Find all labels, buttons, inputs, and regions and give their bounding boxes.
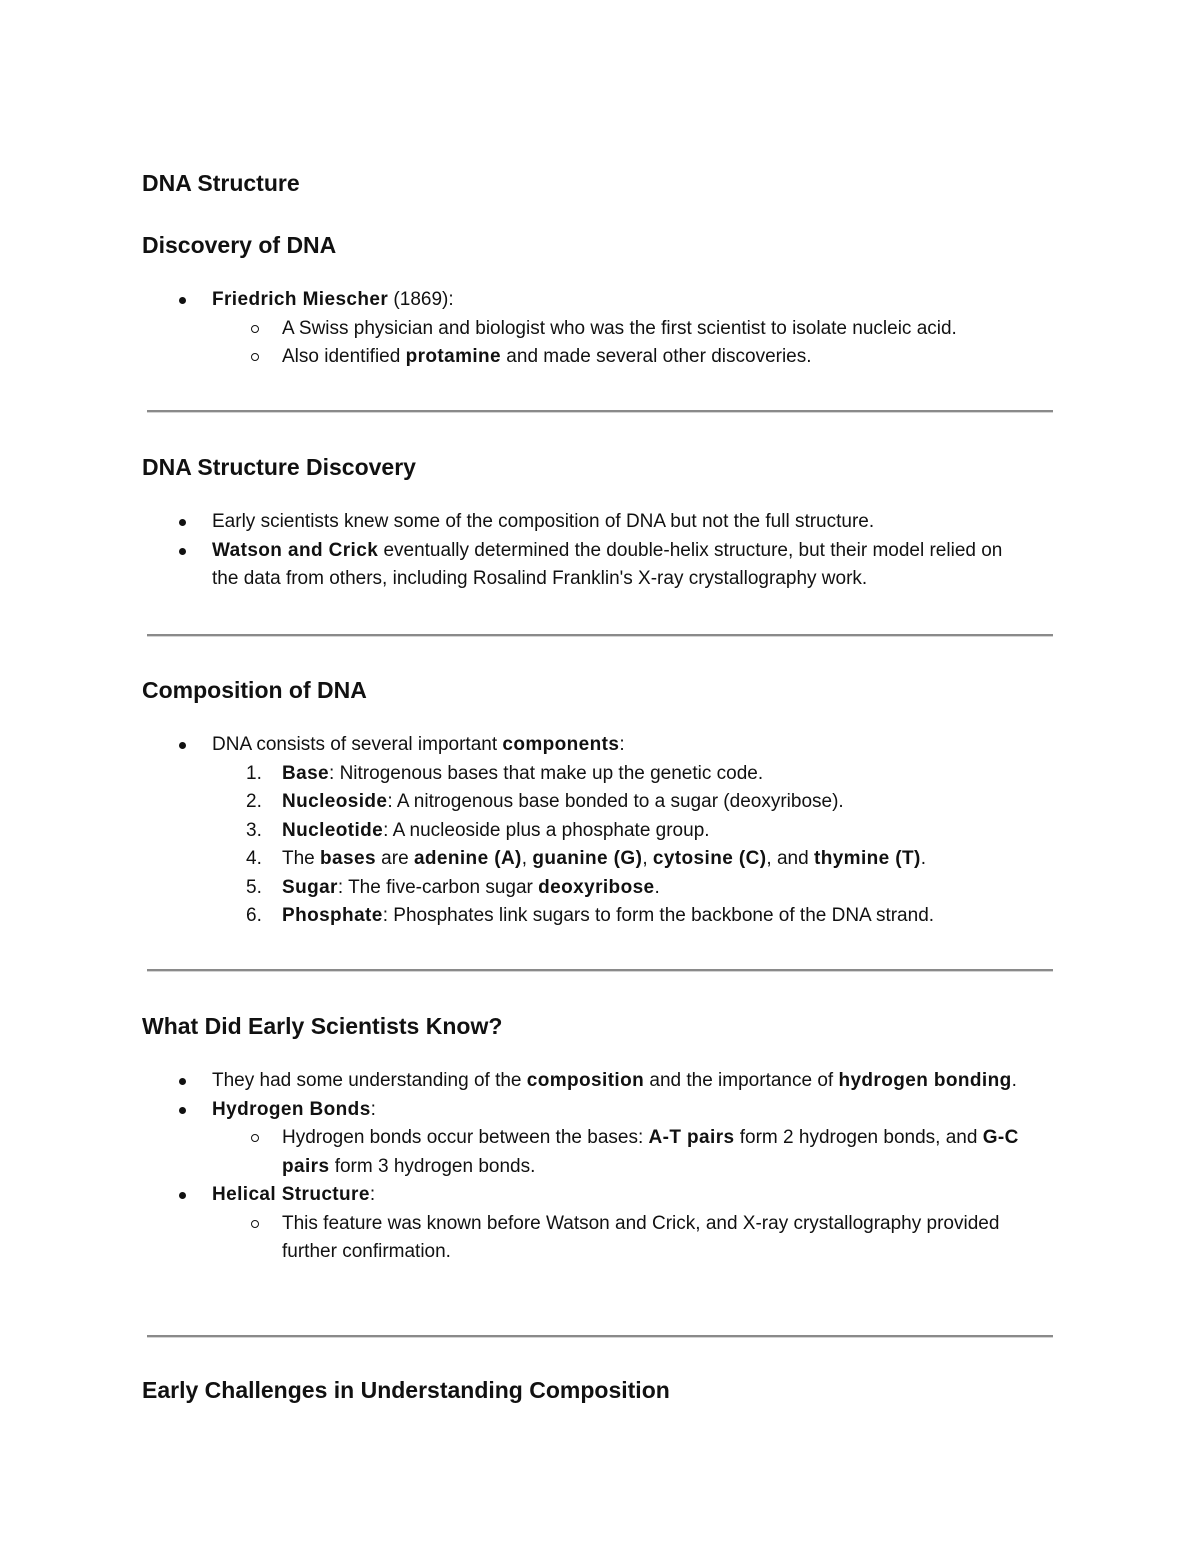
bullet-list bbox=[142, 1067, 1062, 1267]
section-challenges bbox=[142, 1375, 1062, 1405]
sub-list bbox=[212, 1210, 1062, 1267]
item-number: 5. bbox=[246, 876, 262, 898]
section-heading-early-knowledge: What Did Early Scientists Know? bbox=[142, 1013, 503, 1039]
list-item bbox=[142, 1096, 1062, 1182]
item-text: . bbox=[920, 848, 927, 869]
item-text: : The five-carbon sugar bbox=[337, 876, 539, 898]
section-heading-composition: Composition of DNA bbox=[142, 677, 367, 703]
sub-list-item bbox=[212, 1124, 1062, 1181]
item-text: : Phosphates link sugars to form the backbone of the DNA strand. bbox=[382, 905, 935, 926]
numbered-item bbox=[212, 874, 1062, 903]
circle-bullet-icon bbox=[251, 1220, 259, 1228]
sub-list bbox=[212, 1124, 1062, 1181]
item-text: are bbox=[375, 848, 414, 869]
miescher-name: Friedrich Miescher bbox=[212, 289, 389, 310]
sub-item-text: This feature was known before Watson and Crick, and X-ray crystallography provided further confirmation. bbox=[282, 1212, 1000, 1262]
sub-list-item bbox=[212, 1210, 1062, 1267]
item-text: : Nitrogenous bases that make up the genetic code. bbox=[329, 762, 764, 784]
term: A-T pairs bbox=[648, 1127, 735, 1148]
sub-list bbox=[212, 315, 1062, 372]
numbered-item bbox=[212, 817, 1062, 846]
bullet-icon bbox=[179, 297, 186, 304]
horizontal-divider bbox=[147, 1335, 1053, 1338]
section-heading-discovery: Discovery of DNA bbox=[142, 232, 337, 258]
sub-item-text: form 3 hydrogen bonds. bbox=[329, 1155, 536, 1177]
item-text: : bbox=[370, 1098, 376, 1120]
item-number: 6. bbox=[246, 905, 262, 926]
item-text: The bbox=[282, 848, 321, 869]
term: Base bbox=[282, 762, 330, 784]
bullet-list bbox=[142, 286, 1062, 372]
sub-item-text: and made several other discoveries. bbox=[501, 346, 812, 367]
term: Hydrogen Bonds bbox=[212, 1098, 371, 1120]
item-number: 3. bbox=[246, 819, 262, 841]
term: thymine (T) bbox=[813, 848, 921, 869]
sub-item-text: Hydrogen bonds occur between the bases: bbox=[282, 1127, 649, 1148]
bullet-list bbox=[142, 731, 1062, 931]
item-text: : bbox=[369, 1184, 376, 1205]
term: Phosphate bbox=[282, 905, 383, 926]
list-item bbox=[142, 731, 1062, 931]
section-structure-discovery bbox=[142, 452, 1062, 594]
term: Nucleoside bbox=[282, 791, 388, 812]
item-text: eventually determined the double-helix structure, but their model relied on the data from others, including Rosalind Franklin's X-ray crystallography work. bbox=[212, 539, 1003, 589]
term: composition bbox=[526, 1070, 645, 1091]
bullet-list bbox=[142, 508, 1062, 594]
miescher-year: (1869): bbox=[388, 289, 454, 310]
protamine-term: protamine bbox=[405, 346, 502, 367]
item-text: : bbox=[619, 734, 625, 755]
numbered-item bbox=[212, 788, 1062, 817]
term: guanine (G) bbox=[532, 848, 643, 869]
sub-list-item bbox=[212, 315, 1062, 344]
numbered-item bbox=[212, 845, 1062, 874]
bullet-icon bbox=[179, 519, 186, 526]
term: deoxyribose bbox=[538, 876, 655, 898]
list-item bbox=[142, 508, 1062, 537]
term: bases bbox=[320, 848, 376, 869]
term: adenine (A) bbox=[413, 848, 522, 869]
term: hydrogen bonding bbox=[838, 1070, 1012, 1091]
item-text: Early scientists knew some of the composition of DNA but not the full structure. bbox=[212, 511, 875, 532]
horizontal-divider bbox=[147, 969, 1053, 972]
numbered-item bbox=[212, 760, 1062, 789]
numbered-list bbox=[212, 760, 1062, 931]
item-number: 2. bbox=[246, 791, 262, 812]
item-number: 1. bbox=[246, 762, 262, 784]
list-item bbox=[142, 1067, 1062, 1096]
bullet-icon bbox=[179, 1107, 186, 1114]
section-discovery bbox=[142, 230, 1062, 372]
bullet-icon bbox=[179, 548, 186, 555]
item-text: , bbox=[642, 848, 653, 869]
list-item bbox=[142, 1181, 1062, 1267]
term: Nucleotide bbox=[282, 819, 384, 841]
sub-item-text: form 2 hydrogen bonds, and bbox=[734, 1127, 983, 1148]
list-item bbox=[142, 537, 1062, 594]
page-title: DNA Structure bbox=[142, 170, 300, 196]
sub-item-text: Also identified bbox=[282, 346, 406, 367]
sub-list-item bbox=[212, 343, 1062, 372]
list-item bbox=[142, 286, 1062, 372]
bullet-icon bbox=[179, 742, 186, 749]
circle-bullet-icon bbox=[251, 325, 259, 333]
item-text: , bbox=[521, 848, 533, 869]
numbered-item bbox=[212, 902, 1062, 931]
item-text: : A nitrogenous base bonded to a sugar (deoxyribose). bbox=[387, 791, 844, 812]
term: G-C pairs bbox=[282, 1127, 1019, 1177]
bullet-icon bbox=[179, 1078, 186, 1085]
term: Sugar bbox=[282, 876, 338, 898]
components-term: components bbox=[502, 734, 620, 755]
item-text: , and bbox=[766, 848, 814, 869]
horizontal-divider bbox=[147, 410, 1053, 413]
item-text: . bbox=[1011, 1070, 1017, 1091]
section-heading-structure-discovery: DNA Structure Discovery bbox=[142, 454, 416, 480]
item-text: They had some understanding of the bbox=[212, 1070, 527, 1091]
watson-crick-term: Watson and Crick bbox=[212, 539, 379, 561]
section-early-knowledge bbox=[142, 1011, 1062, 1267]
item-text: : A nucleoside plus a phosphate group. bbox=[383, 819, 710, 841]
item-text: . bbox=[654, 876, 660, 898]
term: cytosine (C) bbox=[652, 848, 767, 869]
horizontal-divider bbox=[147, 634, 1053, 637]
section-heading-challenges: Early Challenges in Understanding Composition bbox=[142, 1377, 670, 1403]
item-text: and the importance of bbox=[644, 1070, 839, 1091]
section-composition bbox=[142, 675, 1062, 931]
circle-bullet-icon bbox=[251, 353, 259, 361]
item-number: 4. bbox=[246, 848, 262, 869]
bullet-icon bbox=[179, 1192, 186, 1199]
item-text: DNA consists of several important bbox=[212, 734, 503, 755]
term: Helical Structure bbox=[212, 1184, 370, 1205]
circle-bullet-icon bbox=[251, 1134, 259, 1142]
sub-item-text: A Swiss physician and biologist who was the first scientist to isolate nucleic acid. bbox=[282, 317, 957, 339]
